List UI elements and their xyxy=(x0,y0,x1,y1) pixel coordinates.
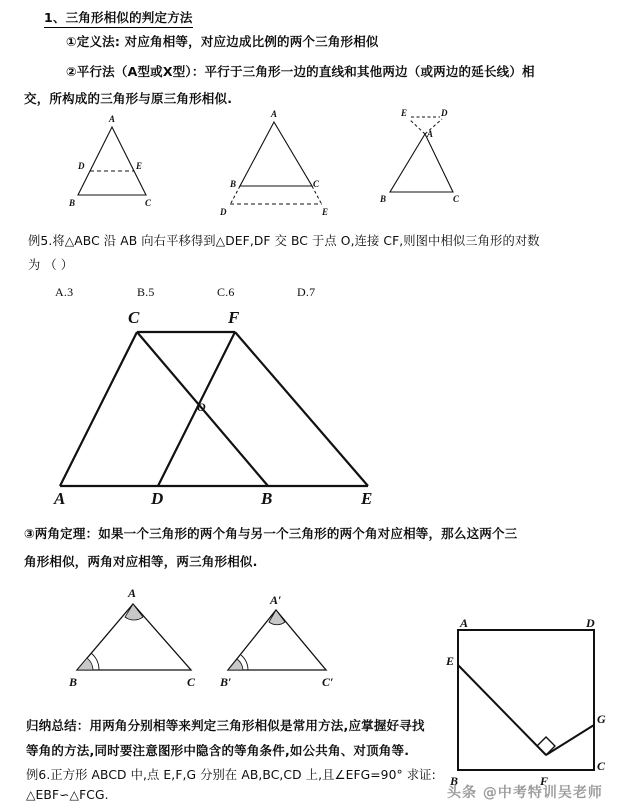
method-1-text: ①定义法: 对应角相等，对应边成比例的两个三角形相似 xyxy=(66,34,379,49)
example-5-line-1: 例5.将△ABC 沿 AB 向右平移得到△DEF,DF 交 BC 于点 O,连接 CF,则图中相似三角形的对数 xyxy=(28,234,540,248)
label-O: O xyxy=(197,400,206,414)
label-B-prime: B′ xyxy=(220,675,232,689)
watermark: 头条 @中考特训吴老师 xyxy=(447,785,603,801)
label-B: B xyxy=(450,774,459,788)
figure-trapezoid-translation xyxy=(30,305,430,508)
label-B: B xyxy=(69,198,76,208)
label-G: G xyxy=(597,712,606,726)
page-title: 1、三角形相似的判定方法 xyxy=(44,8,193,28)
label-C: C xyxy=(145,198,152,208)
option-b[interactable]: B.5 xyxy=(137,285,155,299)
example-5-line-2: 为 （ ） xyxy=(28,258,74,272)
option-c[interactable]: C.6 xyxy=(217,285,235,299)
label-B: B xyxy=(261,489,273,508)
label-C-prime: C′ xyxy=(322,675,334,689)
figure-similar-triangle-left xyxy=(65,582,205,690)
label-C: C xyxy=(187,675,196,689)
label-D: D xyxy=(151,489,164,508)
option-d[interactable]: D.7 xyxy=(297,285,316,299)
label-A: A xyxy=(427,129,434,139)
label-A: A xyxy=(271,109,278,119)
figure-x-type xyxy=(375,103,525,211)
summary-line-2: 等角的方法,同时要注意图形中隐含的等角条件,如公共角、对顶角等. xyxy=(26,743,410,758)
label-A: A xyxy=(460,616,469,630)
label-D: D xyxy=(78,161,85,171)
figure-square-abcd xyxy=(440,618,630,793)
option-a[interactable]: A.3 xyxy=(55,285,74,299)
summary-line-1: 归纳总结：用两角分别相等来判定三角形相似是常用方法,应掌握好寻找 xyxy=(26,718,425,733)
label-A: A xyxy=(109,114,116,124)
label-A: A xyxy=(54,489,66,508)
label-E: E xyxy=(401,108,408,118)
label-A: A xyxy=(128,586,137,600)
method-3-line-1: ③两角定理：如果一个三角形的两个角与另一个三角形的两个角对应相等，那么这两个三 xyxy=(24,526,518,541)
label-F: F xyxy=(540,774,549,788)
method-2-line-1: ②平行法（A型或X型）：平行于三角形一边的直线和其他两边（或两边的延长线）相 xyxy=(66,64,535,79)
figure-similar-triangle-right xyxy=(218,592,348,690)
label-C: C xyxy=(313,179,320,189)
figure-extension-below xyxy=(218,108,348,216)
label-D: D xyxy=(220,207,227,217)
label-C: C xyxy=(128,308,140,327)
label-B: B xyxy=(380,194,387,204)
method-3-line-2: 角形相似，两角对应相等，两三角形相似. xyxy=(24,554,258,569)
example-6-line-1: 例6.正方形 ABCD 中,点 E,F,G 分别在 AB,BC,CD 上,且∠EFG=90° 求证: xyxy=(26,768,436,782)
label-D: D xyxy=(441,108,448,118)
label-F: F xyxy=(228,308,240,327)
label-E: E xyxy=(361,489,373,508)
label-E: E xyxy=(322,207,329,217)
label-C: C xyxy=(453,194,460,204)
label-E: E xyxy=(136,161,143,171)
method-2-line-2: 交，所构成的三角形与原三角形相似. xyxy=(24,91,233,106)
label-D: D xyxy=(586,616,595,630)
label-B: B xyxy=(230,179,237,189)
label-E: E xyxy=(446,654,455,668)
label-B: B xyxy=(69,675,78,689)
example-6-line-2: △EBF∽△FCG. xyxy=(26,788,109,802)
label-A-prime: A′ xyxy=(270,593,282,607)
label-C: C xyxy=(597,759,606,773)
